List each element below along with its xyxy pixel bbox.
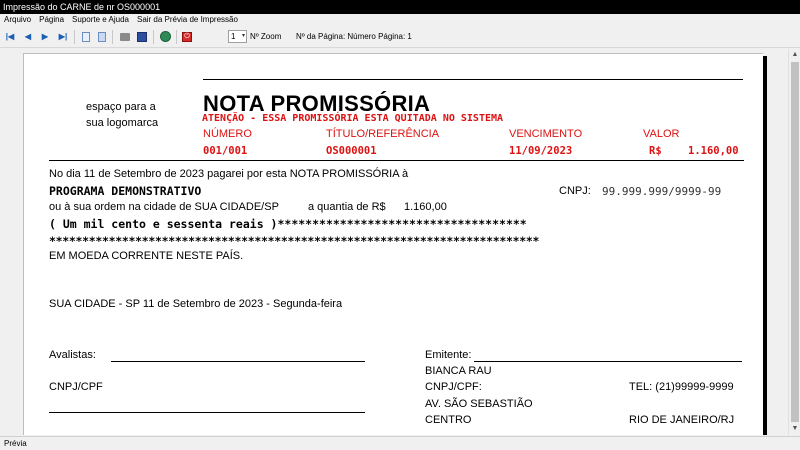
document-title: NOTA PROMISSÓRIA [203,91,431,116]
prev-page-icon[interactable]: ◀ [24,32,32,41]
preview-viewport [0,49,788,435]
paid-warning: ATENÇÃO - ESSA PROMISSÓRIA ESTA QUITADA NO SISTEMA [202,113,504,124]
menu-suporte[interactable]: Suporte e Ajuda [72,15,129,24]
avalistas-cnpj: CNPJ/CPF [49,381,103,393]
header-numero: NÚMERO [203,128,252,140]
first-page-icon[interactable]: |◀ [5,32,15,41]
logo-placeholder-line1: espaço para a [86,101,156,113]
emitente-cnpj-label: CNPJ/CPF: [425,381,482,393]
page-info: Nº da Página: Número Página: 1 [296,32,412,41]
place-date: SUA CIDADE - SP 11 de Setembro de 2023 - Segunda-feira [49,298,343,310]
document-page [23,53,763,435]
next-page-icon[interactable]: ▶ [41,32,49,41]
amount-value: 1.160,00 [404,201,447,213]
scroll-up-icon[interactable]: ▲ [791,51,799,58]
window-title: Impressão do CARNE de nr OS000001 [0,0,800,14]
body-line1: No dia 11 de Setembro de 2023 pagarei por esta NOTA PROMISSÓRIA à [49,168,409,180]
export-icon[interactable] [160,31,171,42]
close-icon[interactable]: ⏻ [182,32,192,42]
last-page-icon[interactable]: ▶| [58,32,68,41]
value-vencimento: 11/09/2023 [509,145,573,157]
value-currency: R$ [649,145,662,157]
zoom-label: Nº Zoom [250,32,282,41]
header-valor: VALOR [643,128,680,140]
emitente-district: CENTRO [425,414,472,426]
scroll-down-icon[interactable]: ▼ [791,425,799,432]
logo-placeholder-line2: sua logomarca [86,117,159,129]
cnpj-label: CNPJ: [559,185,591,197]
menu-bar [0,14,800,26]
emitente-tel: TEL: (21)99999-9999 [629,381,734,393]
avalistas-label: Avalistas: [49,349,96,361]
emitente-name: BIANCA RAU [425,365,492,377]
cnpj-value: 99.999.999/9999-99 [602,185,722,198]
amount-words: ( Um mil cento e sessenta reais )************************************ [49,217,527,231]
value-titulo: OS000001 [326,145,377,157]
body-line2: ou à sua ordem na cidade de SUA CIDADE/SP [49,201,279,213]
status-bar: Prévia [0,436,800,450]
scroll-thumb[interactable] [791,62,799,422]
grid-icon[interactable] [137,32,147,42]
value-valor: 1.160,00 [688,145,739,157]
amount-label: a quantia de R$ [308,201,386,213]
emitente-address: AV. SÃO SEBASTIÃO [425,398,533,410]
printer-icon[interactable] [120,33,130,41]
vertical-scrollbar[interactable] [788,49,800,435]
header-vencimento: VENCIMENTO [509,128,583,140]
emitente-city: RIO DE JANEIRO/RJ [629,414,735,426]
multi-page-icon[interactable] [98,32,106,42]
value-numero: 001/001 [203,145,248,157]
menu-sair[interactable]: Sair da Prévia de Impressão [136,15,238,24]
zoom-select[interactable]: 1 ▾ [228,30,247,43]
menu-arquivo[interactable]: Arquivo [4,15,32,24]
currency-note: EM MOEDA CORRENTE NESTE PAÍS. [49,250,244,262]
single-page-icon[interactable] [82,32,90,42]
header-titulo: TÍTULO/REFERÊNCIA [326,128,440,140]
menu-pagina[interactable]: Página [39,15,65,24]
payee: PROGRAMA DEMONSTRATIVO [49,184,202,198]
stars-line: ************************************************************************** [49,234,540,248]
emitente-label: Emitente: [425,349,472,361]
